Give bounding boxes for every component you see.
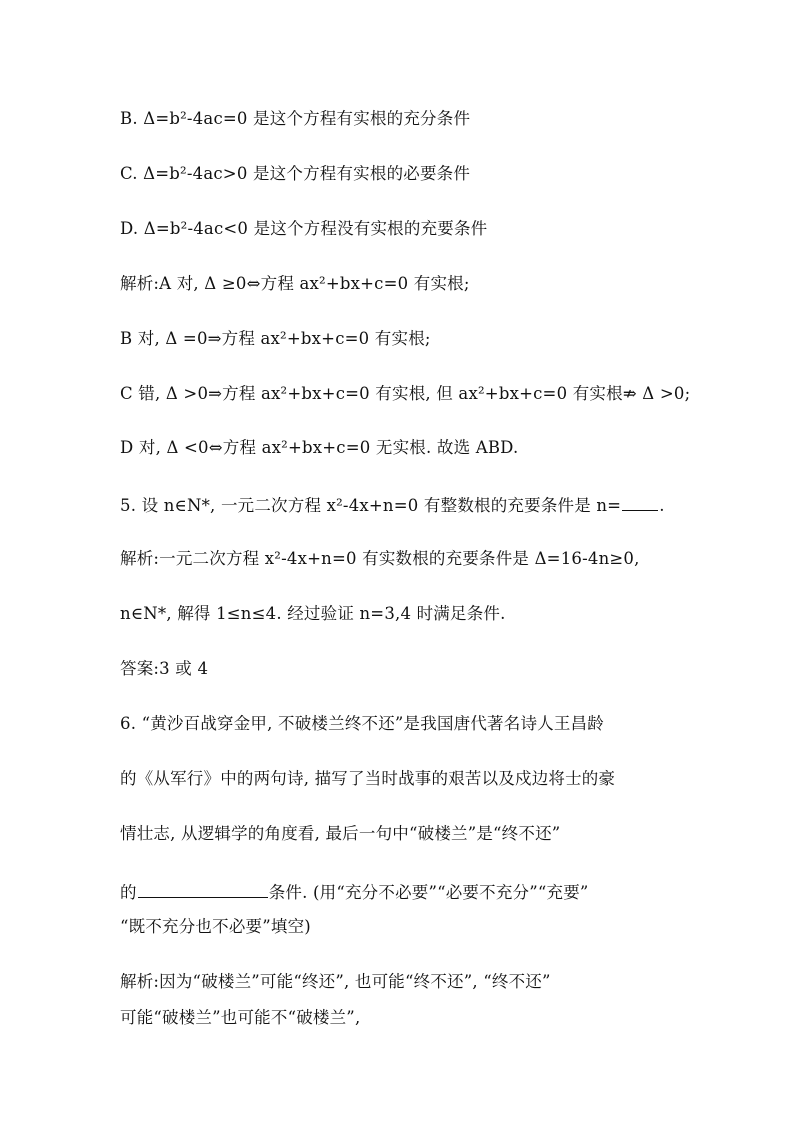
analysis-d: D 对, Δ <0⇔方程 ax²+bx+c=0 无实根. 故选 ABD.	[120, 438, 519, 457]
question-6-line2: 的《从军行》中的两句诗, 描写了当时战事的艰苦以及戍边将士的豪	[120, 769, 616, 788]
analysis-a: 解析:A 对, Δ ≥0⇔方程 ax²+bx+c=0 有实根;	[120, 274, 470, 293]
question-6-suffix: 条件. (用“充分不必要”“必要不充分”“充要”	[268, 883, 589, 902]
question-6-line3: 情壮志, 从逻辑学的角度看, 最后一句中“破楼兰”是“终不还”	[120, 824, 561, 843]
answer-blank-q6	[138, 880, 268, 898]
analysis-b: B 对, Δ =0⇒方程 ax²+bx+c=0 有实根;	[120, 329, 431, 348]
option-b: B. Δ=b²-4ac=0 是这个方程有实根的充分条件	[120, 109, 471, 128]
option-c: C. Δ=b²-4ac>0 是这个方程有实根的必要条件	[120, 164, 471, 183]
question-5-text: 5. 设 n∈N*, 一元二次方程 x²-4x+n=0 有整数根的充要条件是 n=	[120, 496, 622, 515]
question-6-line4	[120, 880, 589, 904]
question-6-prefix: 的	[120, 883, 137, 902]
analysis-q5-line2: n∈N*, 解得 1≤n≤4. 经过验证 n=3,4 时满足条件.	[120, 604, 506, 623]
question-5-end: .	[659, 496, 665, 515]
question-6-line5: “既不充分也不必要”填空)	[120, 917, 311, 936]
analysis-q6-line2: 可能“破楼兰”也可能不“破楼兰”,	[120, 1008, 361, 1027]
question-5	[120, 493, 665, 517]
question-6-line1: 6. “黄沙百战穿金甲, 不破楼兰终不还”是我国唐代著名诗人王昌龄	[120, 714, 604, 733]
option-d: D. Δ=b²-4ac<0 是这个方程没有实根的充要条件	[120, 219, 488, 238]
answer-blank-q5	[622, 493, 658, 511]
analysis-q5-line1: 解析:一元二次方程 x²-4x+n=0 有实数根的充要条件是 Δ=16-4n≥0,	[120, 549, 640, 568]
analysis-c: C 错, Δ >0⇒方程 ax²+bx+c=0 有实根, 但 ax²+bx+c=0 有实根⇏ Δ >0;	[120, 384, 691, 403]
answer-q5: 答案:3 或 4	[120, 659, 209, 678]
analysis-q6-line1: 解析:因为“破楼兰”可能“终还”, 也可能“终不还”, “终不还”	[120, 972, 551, 991]
